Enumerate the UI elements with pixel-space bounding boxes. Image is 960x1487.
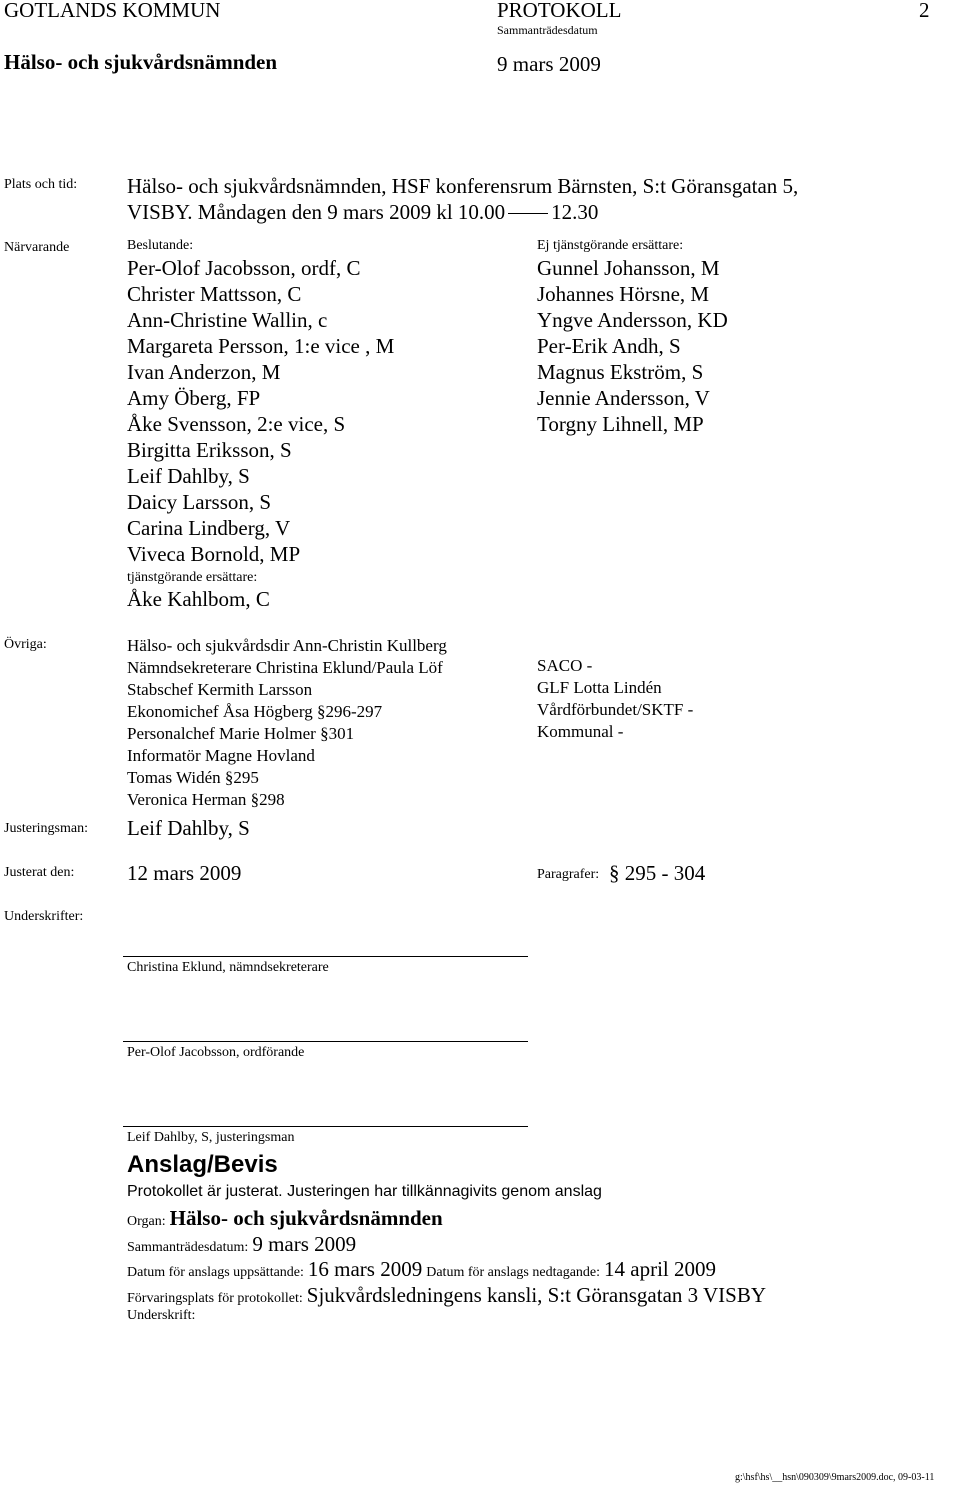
meeting-date-row <box>127 1234 356 1255</box>
other-attendee: Personalchef Marie Holmer §301 <box>127 724 355 743</box>
others-label: Övriga: <box>4 637 47 652</box>
organ-label: Organ: <box>127 1214 166 1229</box>
union-item: GLF Lotta Lindén <box>537 678 662 697</box>
other-attendee: Informatör Magne Hovland <box>127 746 315 765</box>
member-item: Birgitta Eriksson, S <box>127 438 292 462</box>
adjuster-label: Justeringsman: <box>4 821 88 836</box>
posting-dates-row <box>127 1259 716 1280</box>
other-attendee: Hälso- och sjukvårdsdir Ann-Christin Kullberg <box>127 636 447 655</box>
signature-secretary: Christina Eklund, nämndsekreterare <box>127 960 329 975</box>
union-item: Vårdförbundet/SKTF - <box>537 700 694 719</box>
signature-adjuster: Leif Dahlby, S, justeringsman <box>127 1130 295 1145</box>
place-label: Plats och tid: <box>4 177 78 192</box>
other-attendee: Stabschef Kermith Larsson <box>127 680 313 699</box>
signature-field-label: Underskrift: <box>127 1308 196 1323</box>
page-number: 2 <box>919 0 930 22</box>
other-attendee: Nämndsekreterare Christina Eklund/Paula Löf <box>127 658 443 677</box>
storage-label: Förvaringsplats för protokollet: <box>127 1291 303 1306</box>
signature-chair: Per-Olof Jacobsson, ordförande <box>127 1045 305 1060</box>
substitute-item: Johannes Hörsne, M <box>537 282 710 306</box>
adjuster-name: Leif Dahlby, S <box>127 816 250 840</box>
posted-label: Datum för anslags uppsättande: <box>127 1265 304 1280</box>
member-item: Carina Lindberg, V <box>127 516 291 540</box>
removed-date: 14 april 2009 <box>604 1257 716 1281</box>
other-attendee: Tomas Widén §295 <box>127 768 259 787</box>
union-item: Kommunal - <box>537 722 624 741</box>
committee-title: Hälso- och sjukvårdsnämnden <box>4 50 278 74</box>
substitute-item: Jennie Andersson, V <box>537 386 710 410</box>
posted-date: 16 mars 2009 <box>307 1257 423 1281</box>
member-item: Amy Öberg, FP <box>127 386 261 410</box>
signature-line-secretary <box>123 956 528 957</box>
adjusted-label: Justerat den: <box>4 865 75 880</box>
signature-line-chair <box>123 1041 528 1042</box>
signatures-label: Underskrifter: <box>4 909 84 924</box>
notice-intro: Protokollet är justerat. Justeringen har tillkännagivits genom anslag <box>127 1183 602 1200</box>
storage-row <box>127 1285 766 1306</box>
time-dash <box>508 213 548 214</box>
non-serving-label: Ej tjänstgörande ersättare: <box>537 238 684 253</box>
removed-label: Datum för anslags nedtagande: <box>426 1265 601 1280</box>
paragraphs-label: Paragrafer: <box>537 867 600 882</box>
place-time-start: VISBY. Måndagen den 9 mars 2009 kl 10.00 <box>127 200 506 224</box>
substitute-item: Gunnel Johansson, M <box>537 256 720 280</box>
place-time-end: 12.30 <box>551 200 599 224</box>
member-item: Ann-Christine Wallin, c <box>127 308 328 332</box>
member-item: Ivan Anderzon, M <box>127 360 281 384</box>
present-label: Närvarande <box>4 240 70 255</box>
place-line-1: Hälso- och sjukvårdsnämnden, HSF konferensrum Bärnsten, S:t Göransgatan 5, <box>127 174 799 198</box>
meeting-date-label: Sammanträdesdatum: <box>127 1240 249 1255</box>
member-item: Daicy Larsson, S <box>127 490 272 514</box>
member-item: Leif Dahlby, S <box>127 464 250 488</box>
substitute-item: Per-Erik Andh, S <box>537 334 681 358</box>
substitute-item: Torgny Lihnell, MP <box>537 412 704 436</box>
storage-value: Sjukvårdsledningens kansli, S:t Göransgatan 3 VISBY <box>306 1283 767 1307</box>
non-serving-list <box>537 258 728 440</box>
serving-substitutes-label: tjänstgörande ersättare: <box>127 570 258 585</box>
meeting-date: 9 mars 2009 <box>497 52 601 76</box>
organ-row <box>127 1208 443 1229</box>
serving-substitute: Åke Kahlbom, C <box>127 587 270 611</box>
member-item: Christer Mattsson, C <box>127 282 302 306</box>
adjusted-date: 12 mars 2009 <box>127 861 242 885</box>
meeting-date-value: 9 mars 2009 <box>252 1232 357 1256</box>
organ-value: Hälso- och sjukvårdsnämnden <box>169 1206 443 1230</box>
paragraphs-range: § 295 - 304 <box>609 861 706 885</box>
decision-makers-label: Beslutande: <box>127 238 194 253</box>
others-list <box>127 637 447 813</box>
member-item: Margareta Persson, 1:e vice , M <box>127 334 395 358</box>
unions-list <box>537 657 693 745</box>
municipality-name: GOTLANDS KOMMUN <box>4 0 221 22</box>
union-item: SACO - <box>537 656 593 675</box>
other-attendee: Ekonomichef Åsa Högberg §296-297 <box>127 702 383 721</box>
member-item: Per-Olof Jacobsson, ordf, C <box>127 256 361 280</box>
other-attendee: Veronica Herman §298 <box>127 790 285 809</box>
members-list <box>127 258 394 570</box>
member-item: Åke Svensson, 2:e vice, S <box>127 412 346 436</box>
place-line-2 <box>127 202 598 223</box>
notice-title: Anslag/Bevis <box>127 1151 278 1178</box>
file-path: g:\hsf\hs\__hsn\090309\9mars2009.doc, 09-03-11 <box>735 1472 935 1483</box>
member-item: Viveca Bornold, MP <box>127 542 301 566</box>
signature-line-adjuster <box>123 1126 528 1127</box>
substitute-item: Yngve Andersson, KD <box>537 308 728 332</box>
substitute-item: Magnus Ekström, S <box>537 360 704 384</box>
date-label: Sammanträdesdatum <box>497 23 598 37</box>
document-type: PROTOKOLL <box>497 0 622 22</box>
